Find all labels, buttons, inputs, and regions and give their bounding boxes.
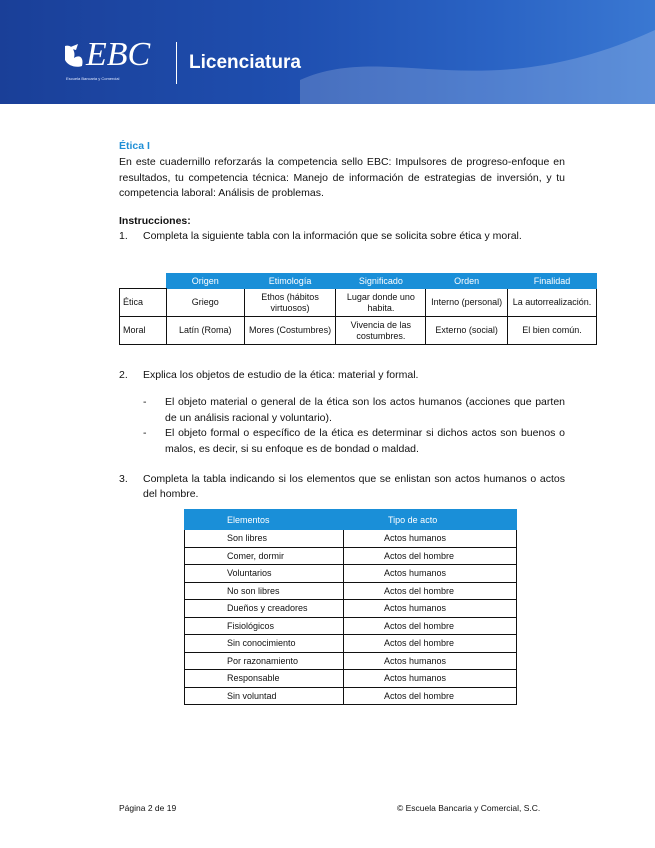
table-cell: Actos humanos <box>344 600 517 618</box>
page-number: Página 2 de 19 <box>119 803 177 813</box>
table-cell: Actos humanos <box>344 652 517 670</box>
question-text: Completa la siguiente tabla con la información que se solicita sobre ética y moral. <box>143 229 522 242</box>
table-row <box>185 565 517 583</box>
table-corner <box>120 274 167 289</box>
table-cell: Actos del hombre <box>344 547 517 565</box>
table-cell: Responsable <box>185 670 344 688</box>
table-cell: Mores (Costumbres) <box>244 317 336 345</box>
table-row <box>185 652 517 670</box>
table-cell: Griego <box>166 289 244 317</box>
table-cell: La autorrealización. <box>508 289 597 317</box>
row-header: Ética <box>120 289 167 317</box>
question-number: 1. <box>119 229 128 242</box>
table-cell: Son libres <box>185 530 344 548</box>
table-cell: Fisiológicos <box>185 617 344 635</box>
column-header: Tipo de acto <box>344 510 517 530</box>
table-cell: Actos humanos <box>344 670 517 688</box>
table-cell: Voluntarios <box>185 565 344 583</box>
question-2 <box>119 368 565 383</box>
table-row <box>185 547 517 565</box>
etica-moral-table <box>119 273 597 345</box>
column-header: Origen <box>166 274 244 289</box>
table-row <box>185 687 517 705</box>
table-cell: Actos del hombre <box>344 617 517 635</box>
table-cell: Interno (personal) <box>426 289 508 317</box>
column-header: Elementos <box>185 510 344 530</box>
table-row <box>185 530 517 548</box>
table-cell: Actos del hombre <box>344 582 517 600</box>
table-row <box>120 317 597 345</box>
table-cell: Sin voluntad <box>185 687 344 705</box>
table-row <box>185 635 517 653</box>
ebc-emblem-icon <box>62 42 88 72</box>
list-item <box>143 395 565 426</box>
bullet-text: El objeto formal o específico de la ética es determinar si dichos actos son buenos o malos, es decir, si su enfoque es de bondad o maldad. <box>165 427 565 455</box>
table-cell: Actos humanos <box>344 565 517 583</box>
section-title: Ética I <box>119 140 150 152</box>
column-header: Finalidad <box>508 274 597 289</box>
table-cell: El bien común. <box>508 317 597 345</box>
header-title: Licenciatura <box>189 52 301 73</box>
actos-table <box>184 509 517 705</box>
column-header: Significado <box>336 274 426 289</box>
table-cell: Comer, dormir <box>185 547 344 565</box>
header-divider <box>176 42 177 84</box>
table-cell: No son libres <box>185 582 344 600</box>
intro-section <box>119 140 565 243</box>
table-cell: Externo (social) <box>426 317 508 345</box>
table-row <box>185 617 517 635</box>
table-row <box>185 582 517 600</box>
question-3 <box>119 472 565 501</box>
table-cell: Actos humanos <box>344 530 517 548</box>
bullet-list <box>143 395 565 457</box>
table-cell: Latín (Roma) <box>166 317 244 345</box>
list-item <box>143 426 565 457</box>
column-header: Etimología <box>244 274 336 289</box>
bullet-text: El objeto material o general de la ética son los actos humanos (acciones que parten de un análisis racional y voluntario). <box>165 396 565 424</box>
question-1 <box>119 229 565 244</box>
table-row <box>120 289 597 317</box>
intro-paragraph: En este cuadernillo reforzarás la competencia sello EBC: Impulsores de progreso-enfoque en resultados, tu competencia técnica: Manejo de información de estrategias de inversión, y tu competencia laboral: Análisis de problemas. <box>119 156 565 199</box>
copyright-notice: © Escuela Bancaria y Comercial, S.C. <box>397 803 541 813</box>
column-header: Orden <box>426 274 508 289</box>
instructions-title: Instrucciones: <box>119 214 191 227</box>
table-cell: Dueños y creadores <box>185 600 344 618</box>
table-cell: Vivencia de las costumbres. <box>336 317 426 345</box>
row-header: Moral <box>120 317 167 345</box>
table-cell: Por razonamiento <box>185 652 344 670</box>
banner-wave-decoration <box>300 0 655 104</box>
table-cell: Actos del hombre <box>344 635 517 653</box>
table-row <box>185 670 517 688</box>
table-row <box>185 600 517 618</box>
question-number: 3. <box>119 473 128 485</box>
table-cell: Ethos (hábitos virtuosos) <box>244 289 336 317</box>
question-text: Completa la tabla indicando si los elementos que se enlistan son actos humanos o actos del hombre. <box>143 473 565 500</box>
table-header-row <box>120 274 597 289</box>
logo-text: EBC <box>86 36 151 73</box>
question-number: 2. <box>119 369 128 381</box>
bullet-dash: - <box>143 427 147 439</box>
question-text: Explica los objetos de estudio de la ética: material y formal. <box>143 369 419 381</box>
table-cell: Actos del hombre <box>344 687 517 705</box>
table-cell: Sin conocimiento <box>185 635 344 653</box>
table-header-row <box>185 510 517 530</box>
logo-subtitle: Escuela Bancaria y Comercial <box>66 76 120 81</box>
table-cell: Lugar donde uno habita. <box>336 289 426 317</box>
header-banner <box>0 0 655 104</box>
bullet-dash: - <box>143 396 147 408</box>
